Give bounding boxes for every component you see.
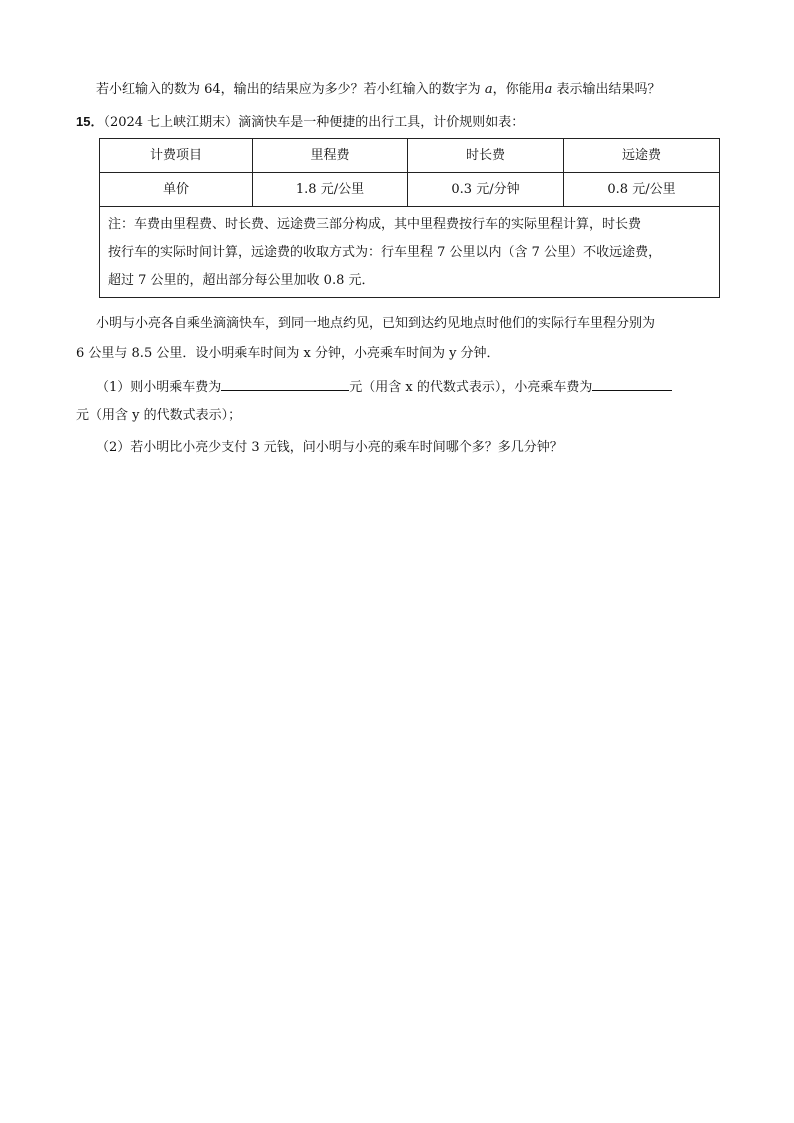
fee-table-note-row: [100, 207, 720, 298]
table-cell: 0.3 元/分钟: [408, 173, 564, 207]
header-cell: 时长费: [408, 139, 564, 173]
note-line: 注：车费由里程费、时长费、远途费三部分构成，其中里程费按行车的实际里程计算，时长费: [108, 217, 642, 232]
header-cell: 里程费: [253, 139, 408, 173]
question-header: [76, 112, 524, 133]
note-cell: [100, 207, 720, 298]
question-number: 15．: [76, 114, 104, 129]
intro-text-b: ，你能用: [492, 82, 545, 97]
variable-a-2: a: [544, 82, 553, 97]
question-source: （2024 七上峡江期末）: [103, 115, 239, 130]
header-cell: 远途费: [564, 139, 720, 173]
fee-table: [99, 138, 720, 298]
intro-text-c: 表示输出结果吗？: [552, 82, 661, 97]
header-cell: 计费项目: [100, 139, 253, 173]
part1-text-b: 元（用含 x 的代数式表示），小亮乘车费为: [349, 380, 593, 395]
part1-line: [96, 376, 672, 398]
note-line: 按行车的实际时间计算，远途费的收取方式为：行车里程 7 公里以内（含 7 公里）不收远途费，: [108, 245, 662, 260]
variable-a: a: [484, 82, 493, 97]
question-stem: 滴滴快车是一种便捷的出行工具，计价规则如表：: [238, 115, 525, 130]
part1-line-2: 元（用含 y 的代数式表示）；: [76, 408, 242, 423]
intro-text-a: 若小红输入的数为 64，输出的结果应为多少？若小红输入的数字为: [96, 82, 485, 97]
answer-blank-x[interactable]: [221, 376, 349, 391]
fee-table-price-row: [100, 173, 720, 207]
part2-line: （2）若小明比小亮少支付 3 元钱，问小明与小亮的乘车时间哪个多？多几分钟？: [96, 440, 563, 455]
body-line-2: 6 公里与 8.5 公里．设小明乘车时间为 x 分钟，小亮乘车时间为 y 分钟．: [76, 346, 500, 361]
table-cell: 单价: [100, 173, 253, 207]
body-line-1: 小明与小亮各自乘坐滴滴快车，到同一地点约见，已知到达约见地点时他们的实际行车里程分别为: [96, 316, 656, 331]
table-cell: 1.8 元/公里: [253, 173, 408, 207]
note-line: 超过 7 公里的，超出部分每公里加收 0.8 元．: [108, 273, 375, 288]
part1-text-a: （1）则小明乘车费为: [96, 380, 222, 395]
answer-blank-y[interactable]: [592, 376, 672, 391]
table-cell: 0.8 元/公里: [564, 173, 720, 207]
intro-line: [96, 80, 661, 100]
fee-table-header-row: [100, 139, 720, 173]
